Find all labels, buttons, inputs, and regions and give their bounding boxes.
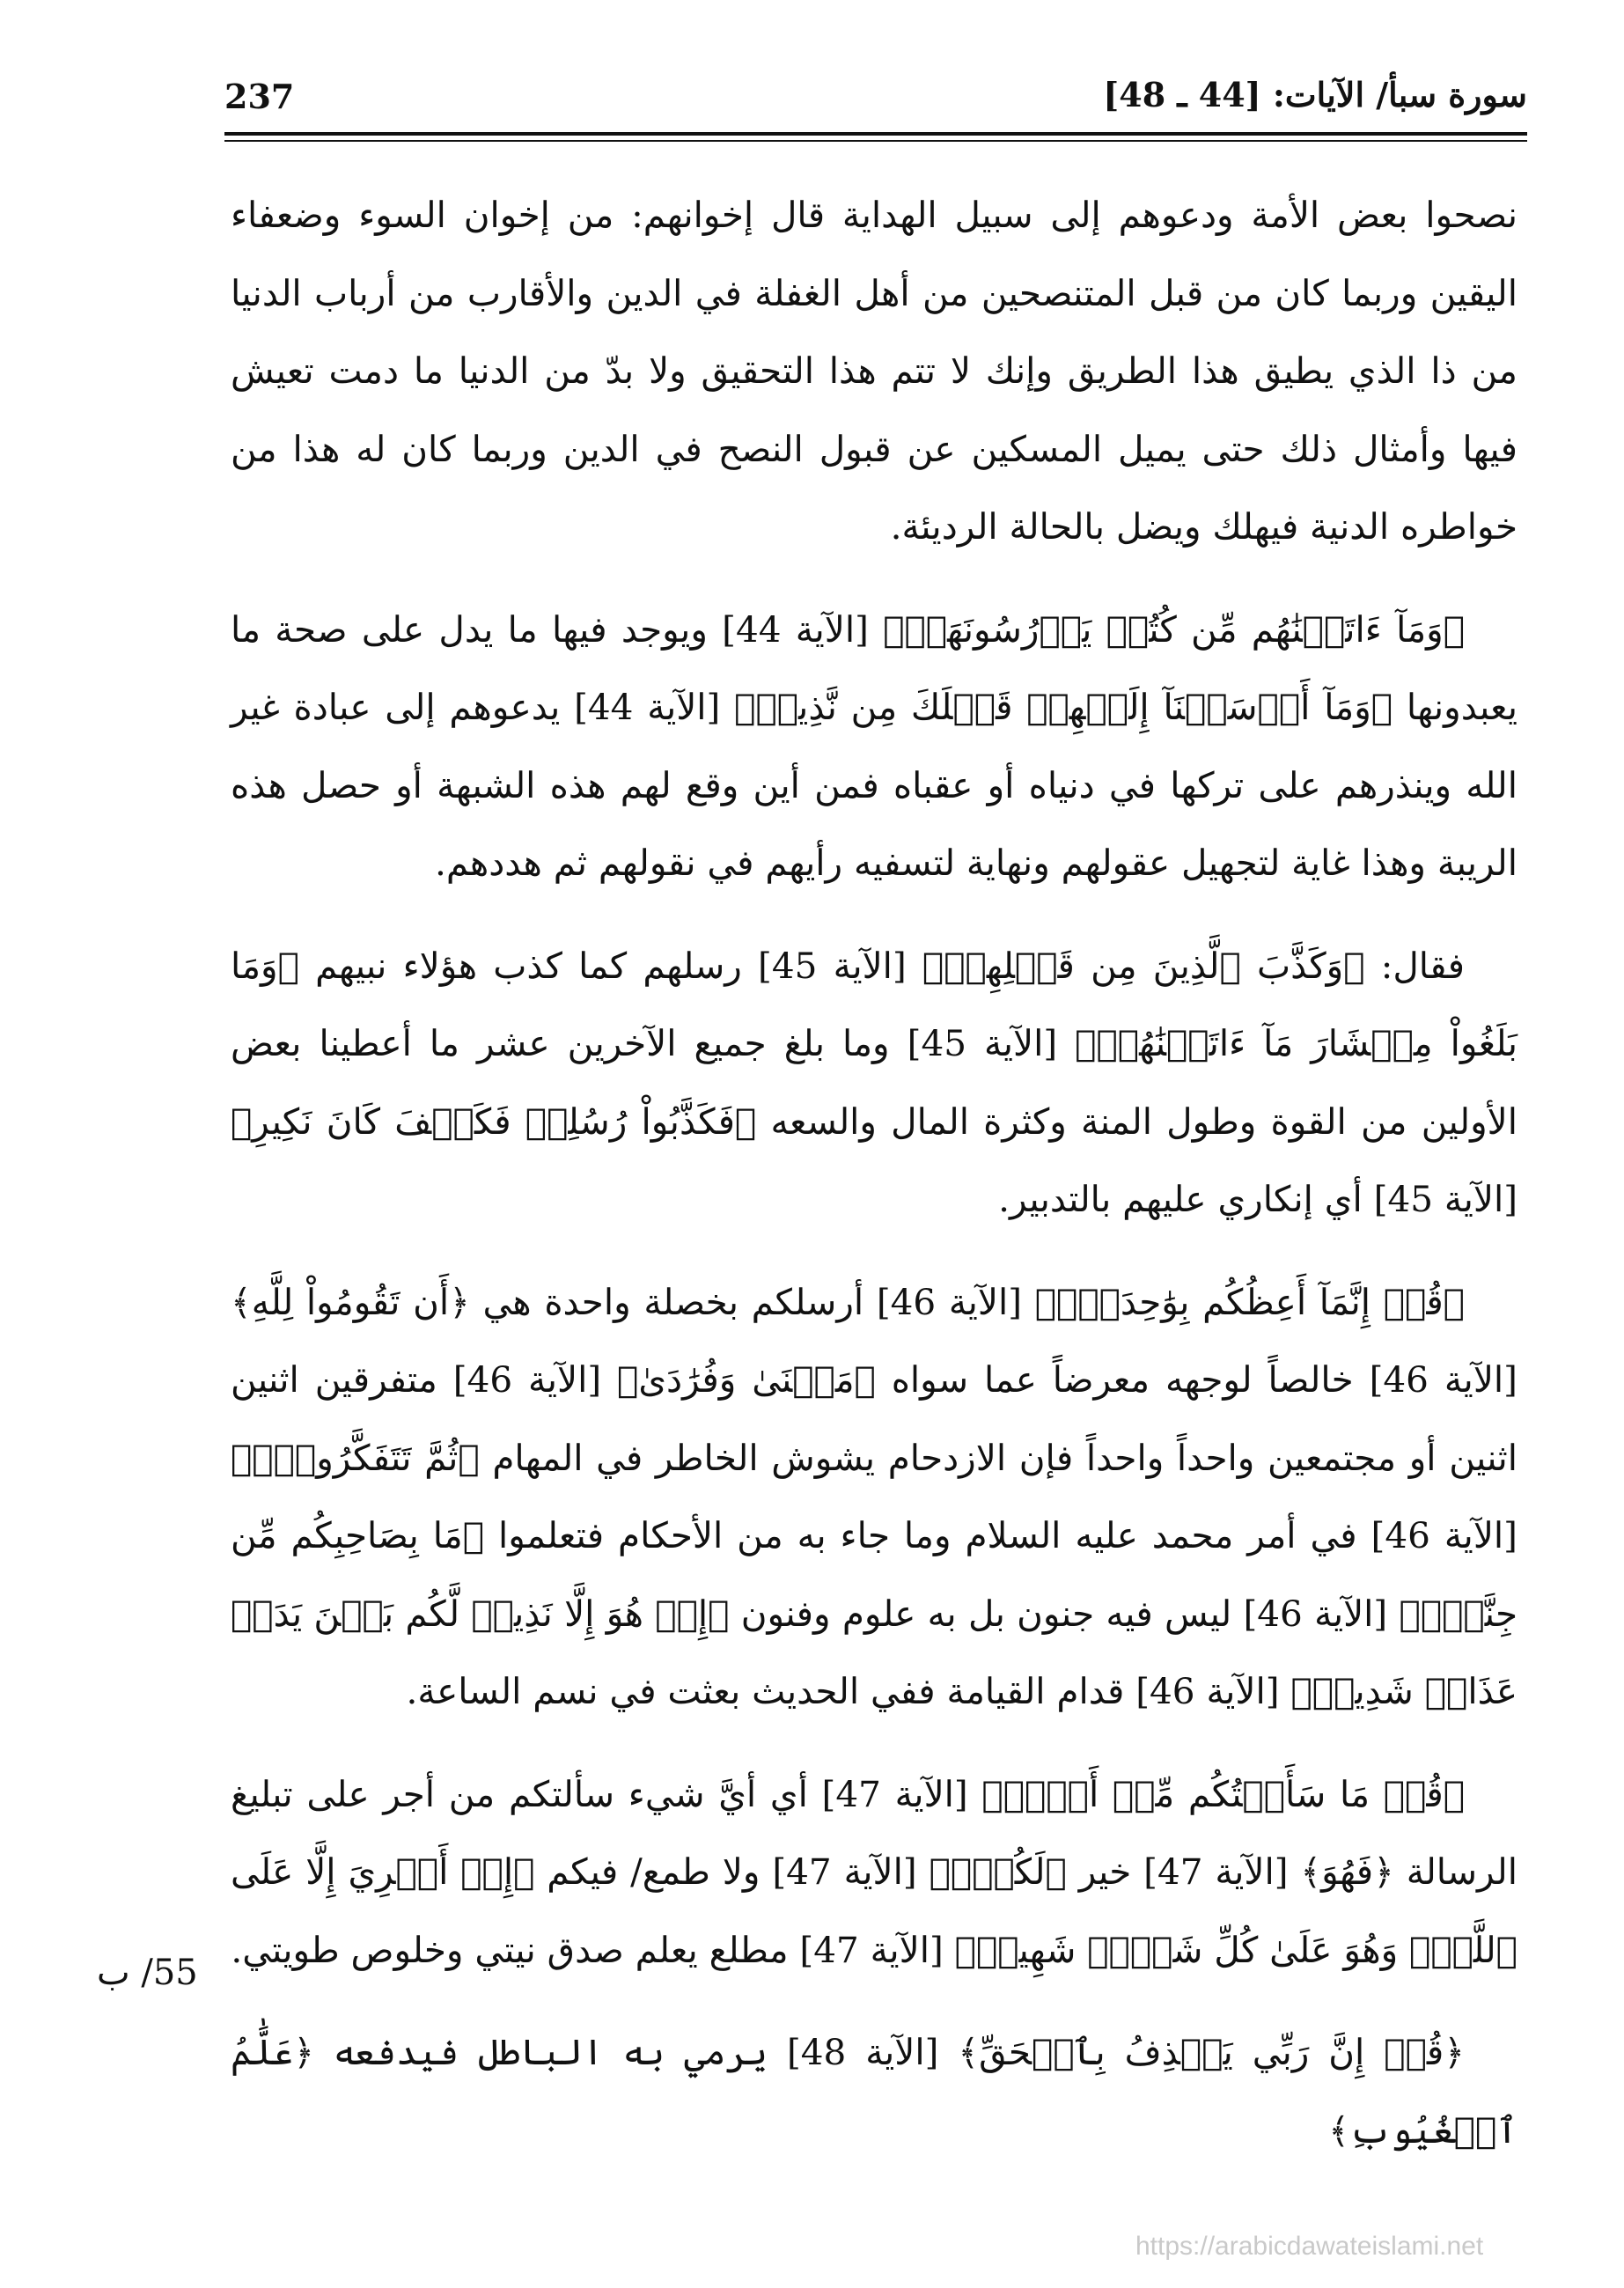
header-rule-thin (224, 140, 1527, 142)
watermark: https://arabicdawateislami.net (1135, 2232, 1484, 2261)
paragraph-1: نصحوا بعض الأمة ودعوهم إلى سبيل الهداية قال إخوانهم: من إخوان السوء وضعفاء اليقين وربما كان من قبل المتنصحين من أهل الغفلة في الدين والأقارب من أرباب الدنيا من ذا الذي يطيق هذا الطريق وإنك لا تتم هذا التحقيق ولا بدّ من الدنيا ما دمت تعيش فيها وأمثال ذلك حتى يميل المسكين عن قبول النصح في الدين وربما كان له هذا من خواطره الدنية فيهلك ويضل بالحالة الرديئة. (231, 194, 1518, 548)
paragraph-4: ﴿قُلۡ إِنَّمَآ أَعِظُكُم بِوَٰحِدَةٍۖ﴾ [الآية 46] أرسلكم بخصلة واحدة هي ﴿أَن تَقُومُواْ لِلَّهِ﴾ [الآية 46] خالصاً لوجهه معرضاً عما سواه ﴿مَثۡنَىٰ وَفُرَٰدَىٰ﴾ [الآية 46] متفرقين اثنين اثنين أو مجتمعين واحداً واحداً فإن الازدحام يشوش الخاطر في المهام ﴿ثُمَّ تَتَفَكَّرُواْۚ﴾ [الآية 46] في أمر محمد عليه السلام وما جاء به من الأحكام فتعلموا ﴿مَا بِصَاحِبِكُم مِّن جِنَّةٍۚ﴾ [الآية 46] ليس فيه جنون بل به علوم وفنون ﴿إِنۡ هُوَ إِلَّا نَذِيرٞ لَّكُم بَيۡنَ يَدَيۡ عَذَابٖ شَدِيدٖ﴾ [الآية 46] قدام القيامة ففي الحديث بعثت في نسم الساعة. (231, 1280, 1517, 1712)
paragraph-2: ﴿وَمَآ ءَاتَيۡنَٰهُم مِّن كُتُبٖ يَدۡرُسُونَهَاۖ﴾ [الآية 44] ويوجد فيها ما يدل على صحة ما يعبدونها ﴿وَمَآ أَرۡسَلۡنَآ إِلَيۡهِمۡ قَبۡلَكَ مِن نَّذِيرٖ﴾ [الآية 44] يدعوهم إلى عبادة غير الله وينذرهم على تركها في دنياه أو عقباه فمن أين وقع لهم هذه الشبهة أو حصل هذه الريبة وهذا غاية لتجهيل عقولهم ونهاية لتسفيه رأيهم في نقولهم ثم هددهم. (231, 607, 1517, 884)
manuscript-folio-note: 55/ ب (97, 1953, 198, 1993)
paragraph-6: ﴿قُلۡ إِنَّ رَبِّي يَقۡذِفُ بِٱلۡحَقِّ﴾ [الآية 48] يرمي به الباطل فيدفعه ﴿عَلَّٰمُ ٱلۡغُيُوبِ﴾ (231, 2031, 1517, 2152)
page-number: 237 (224, 77, 295, 116)
page-header (224, 75, 1527, 136)
running-title: سورة سبأ/ الآيات: [44 ـ 48] (1103, 75, 1527, 114)
header-rule-thick (224, 132, 1527, 136)
paragraph-3: فقال: ﴿وَكَذَّبَ ٱلَّذِينَ مِن قَبۡلِهِمۡ﴾ [الآية 45] رسلهم كما كذب هؤلاء نبيهم ﴿وَمَا بَلَغُواْ مِعۡشَارَ مَآ ءَاتَيۡنَٰهُمۡ﴾ [الآية 45] وما بلغ جميع الآخرين عشر ما أعطينا بعض الأولين من القوة وطول المنة وكثرة المال والسعه ﴿فَكَذَّبُواْ رُسُلِيۖ فَكَيۡفَ كَانَ نَكِيرِ﴾ [الآية 45] أي إنكاري عليهم بالتدبير. (231, 944, 1517, 1220)
body-text (231, 176, 1517, 2169)
paragraph-5: ﴿قُلۡ مَا سَأَلۡتُكُم مِّنۡ أَجۡرٖ﴾ [الآية 47] أي أيَّ شيء سألتكم من أجر على تبليغ الرسالة ﴿فَهُوَ﴾ [الآية 47] خير ﴿لَكُمۡۖ﴾ [الآية 47] ولا طمع/ فيكم ﴿إِنۡ أَجۡرِيَ إِلَّا عَلَى ٱللَّهِۖ وَهُوَ عَلَىٰ كُلِّ شَيۡءٖ شَهِيدٞ﴾ [الآية 47] مطلع يعلم صدق نيتي وخلوص طويتي. (231, 1772, 1517, 1971)
